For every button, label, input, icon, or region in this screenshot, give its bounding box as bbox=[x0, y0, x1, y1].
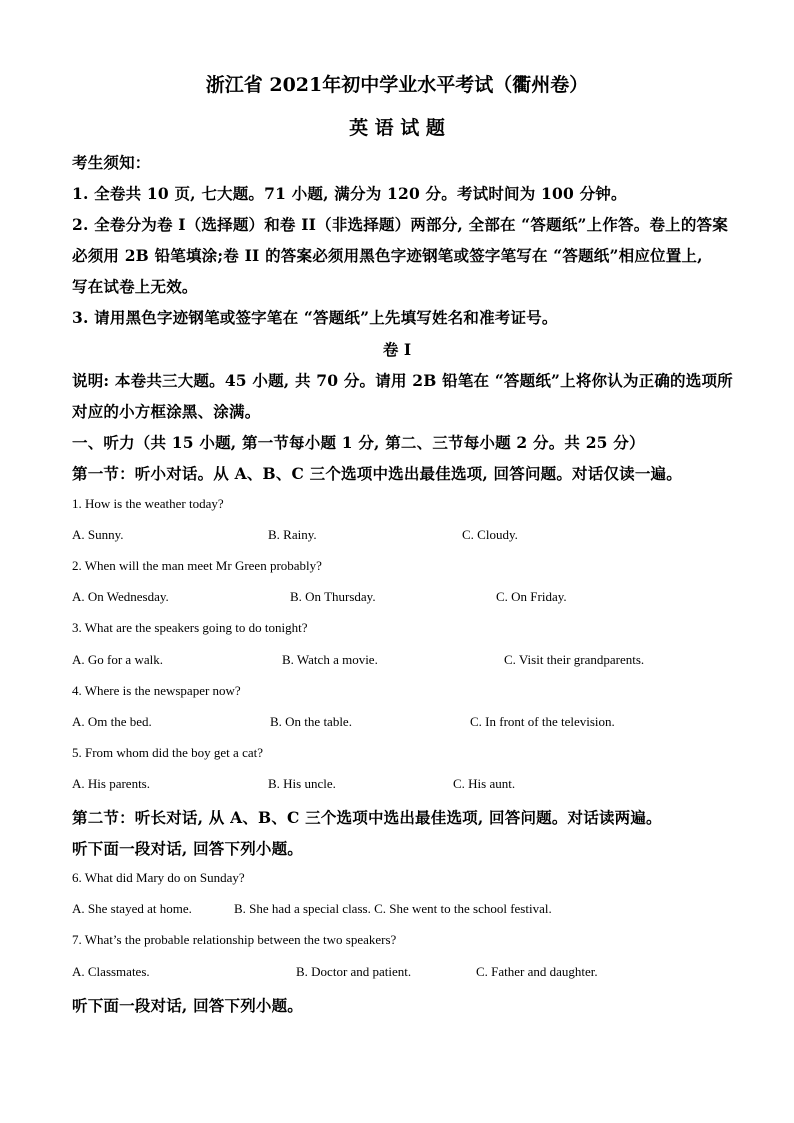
question-1-option-c: C. Cloudy. bbox=[462, 527, 518, 542]
question-1: 1. How is the weather today? bbox=[72, 496, 224, 511]
question-4-option-c: C. In front of the television. bbox=[470, 714, 615, 729]
question-4: 4. Where is the newspaper now? bbox=[72, 683, 241, 698]
question-2-option-b: B. On Thursday. bbox=[290, 589, 376, 604]
question-3-option-b: B. Watch a movie. bbox=[282, 652, 378, 667]
volume-label: 卷 I bbox=[382, 340, 412, 359]
notice-item-2-line-2: 必须用 2B 铅笔填涂;卷 II 的答案必须用黑色字迹钢笔或签字笔写在 “答题纸”相应位置上, bbox=[72, 246, 703, 265]
explanation-line-1: 说明: 本卷共三大题。45 小题, 共 70 分。请用 2B 铅笔在 “答题纸”上将你认为正确的选项所 bbox=[72, 371, 733, 390]
notice-heading: 考生须知： bbox=[72, 153, 151, 172]
question-3-option-a: A. Go for a walk. bbox=[72, 652, 163, 667]
explanation-line-2: 对应的小方框涂黑、涂满。 bbox=[72, 402, 261, 421]
part-2-heading: 第二节：听长对话, 从 A、B、C 三个选项中选出最佳选项, 回答问题。对话读两遍。 bbox=[72, 808, 662, 827]
question-7-option-a: A. Classmates. bbox=[72, 964, 150, 979]
listen-instruction-2: 听下面一段对话, 回答下列小题。 bbox=[72, 996, 303, 1015]
question-4-option-a: A. Om the bed. bbox=[72, 714, 152, 729]
question-3-option-c: C. Visit their grandparents. bbox=[504, 652, 645, 667]
question-6-option-a: A. She stayed at home. bbox=[72, 901, 192, 916]
question-7: 7. What’s the probable relationship between the two speakers? bbox=[72, 932, 397, 947]
question-3: 3. What are the speakers going to do tonight? bbox=[72, 620, 308, 635]
notice-item-3: 3. 请用黑色字迹钢笔或签字笔在 “答题纸”上先填写姓名和准考证号。 bbox=[72, 308, 558, 327]
question-2: 2. When will the man meet Mr Green probably? bbox=[72, 558, 322, 573]
question-5-option-a: A. His parents. bbox=[72, 776, 150, 791]
exam-title: 浙江省 2021年初中学业水平考试（衢州卷） bbox=[205, 74, 589, 96]
question-6-options-b-c: B. She had a special class. C. She went to the school festival. bbox=[234, 901, 552, 916]
section-1-heading: 一、听力（共 15 小题, 第一节每小题 1 分, 第二、三节每小题 2 分。共 25 分） bbox=[72, 433, 645, 452]
notice-item-1: 1. 全卷共 10 页, 七大题。71 小题, 满分为 120 分。考试时间为 100 分钟。 bbox=[72, 184, 627, 203]
question-1-option-b: B. Rainy. bbox=[268, 527, 317, 542]
question-2-option-a: A. On Wednesday. bbox=[72, 589, 169, 604]
question-5: 5. From whom did the boy get a cat? bbox=[72, 745, 263, 760]
part-1-heading: 第一节：听小对话。从 A、B、C 三个选项中选出最佳选项, 回答问题。对话仅读一遍。 bbox=[72, 464, 682, 483]
question-5-option-c: C. His aunt. bbox=[453, 776, 516, 791]
exam-subtitle: 英 语 试 题 bbox=[349, 117, 445, 139]
question-6: 6. What did Mary do on Sunday? bbox=[72, 870, 245, 885]
question-4-option-b: B. On the table. bbox=[270, 714, 352, 729]
notice-item-2-line-1: 2. 全卷分为卷 I（选择题）和卷 II（非选择题）两部分, 全部在 “答题纸”上作答。卷上的答案 bbox=[72, 215, 728, 234]
question-2-option-c: C. On Friday. bbox=[496, 589, 567, 604]
question-1-option-a: A. Sunny. bbox=[72, 527, 124, 542]
question-5-option-b: B. His uncle. bbox=[268, 776, 336, 791]
question-7-option-c: C. Father and daughter. bbox=[476, 964, 598, 979]
listen-instruction: 听下面一段对话, 回答下列小题。 bbox=[72, 839, 303, 858]
notice-item-2-line-3: 写在试卷上无效。 bbox=[72, 277, 198, 296]
question-7-option-b: B. Doctor and patient. bbox=[296, 964, 412, 979]
